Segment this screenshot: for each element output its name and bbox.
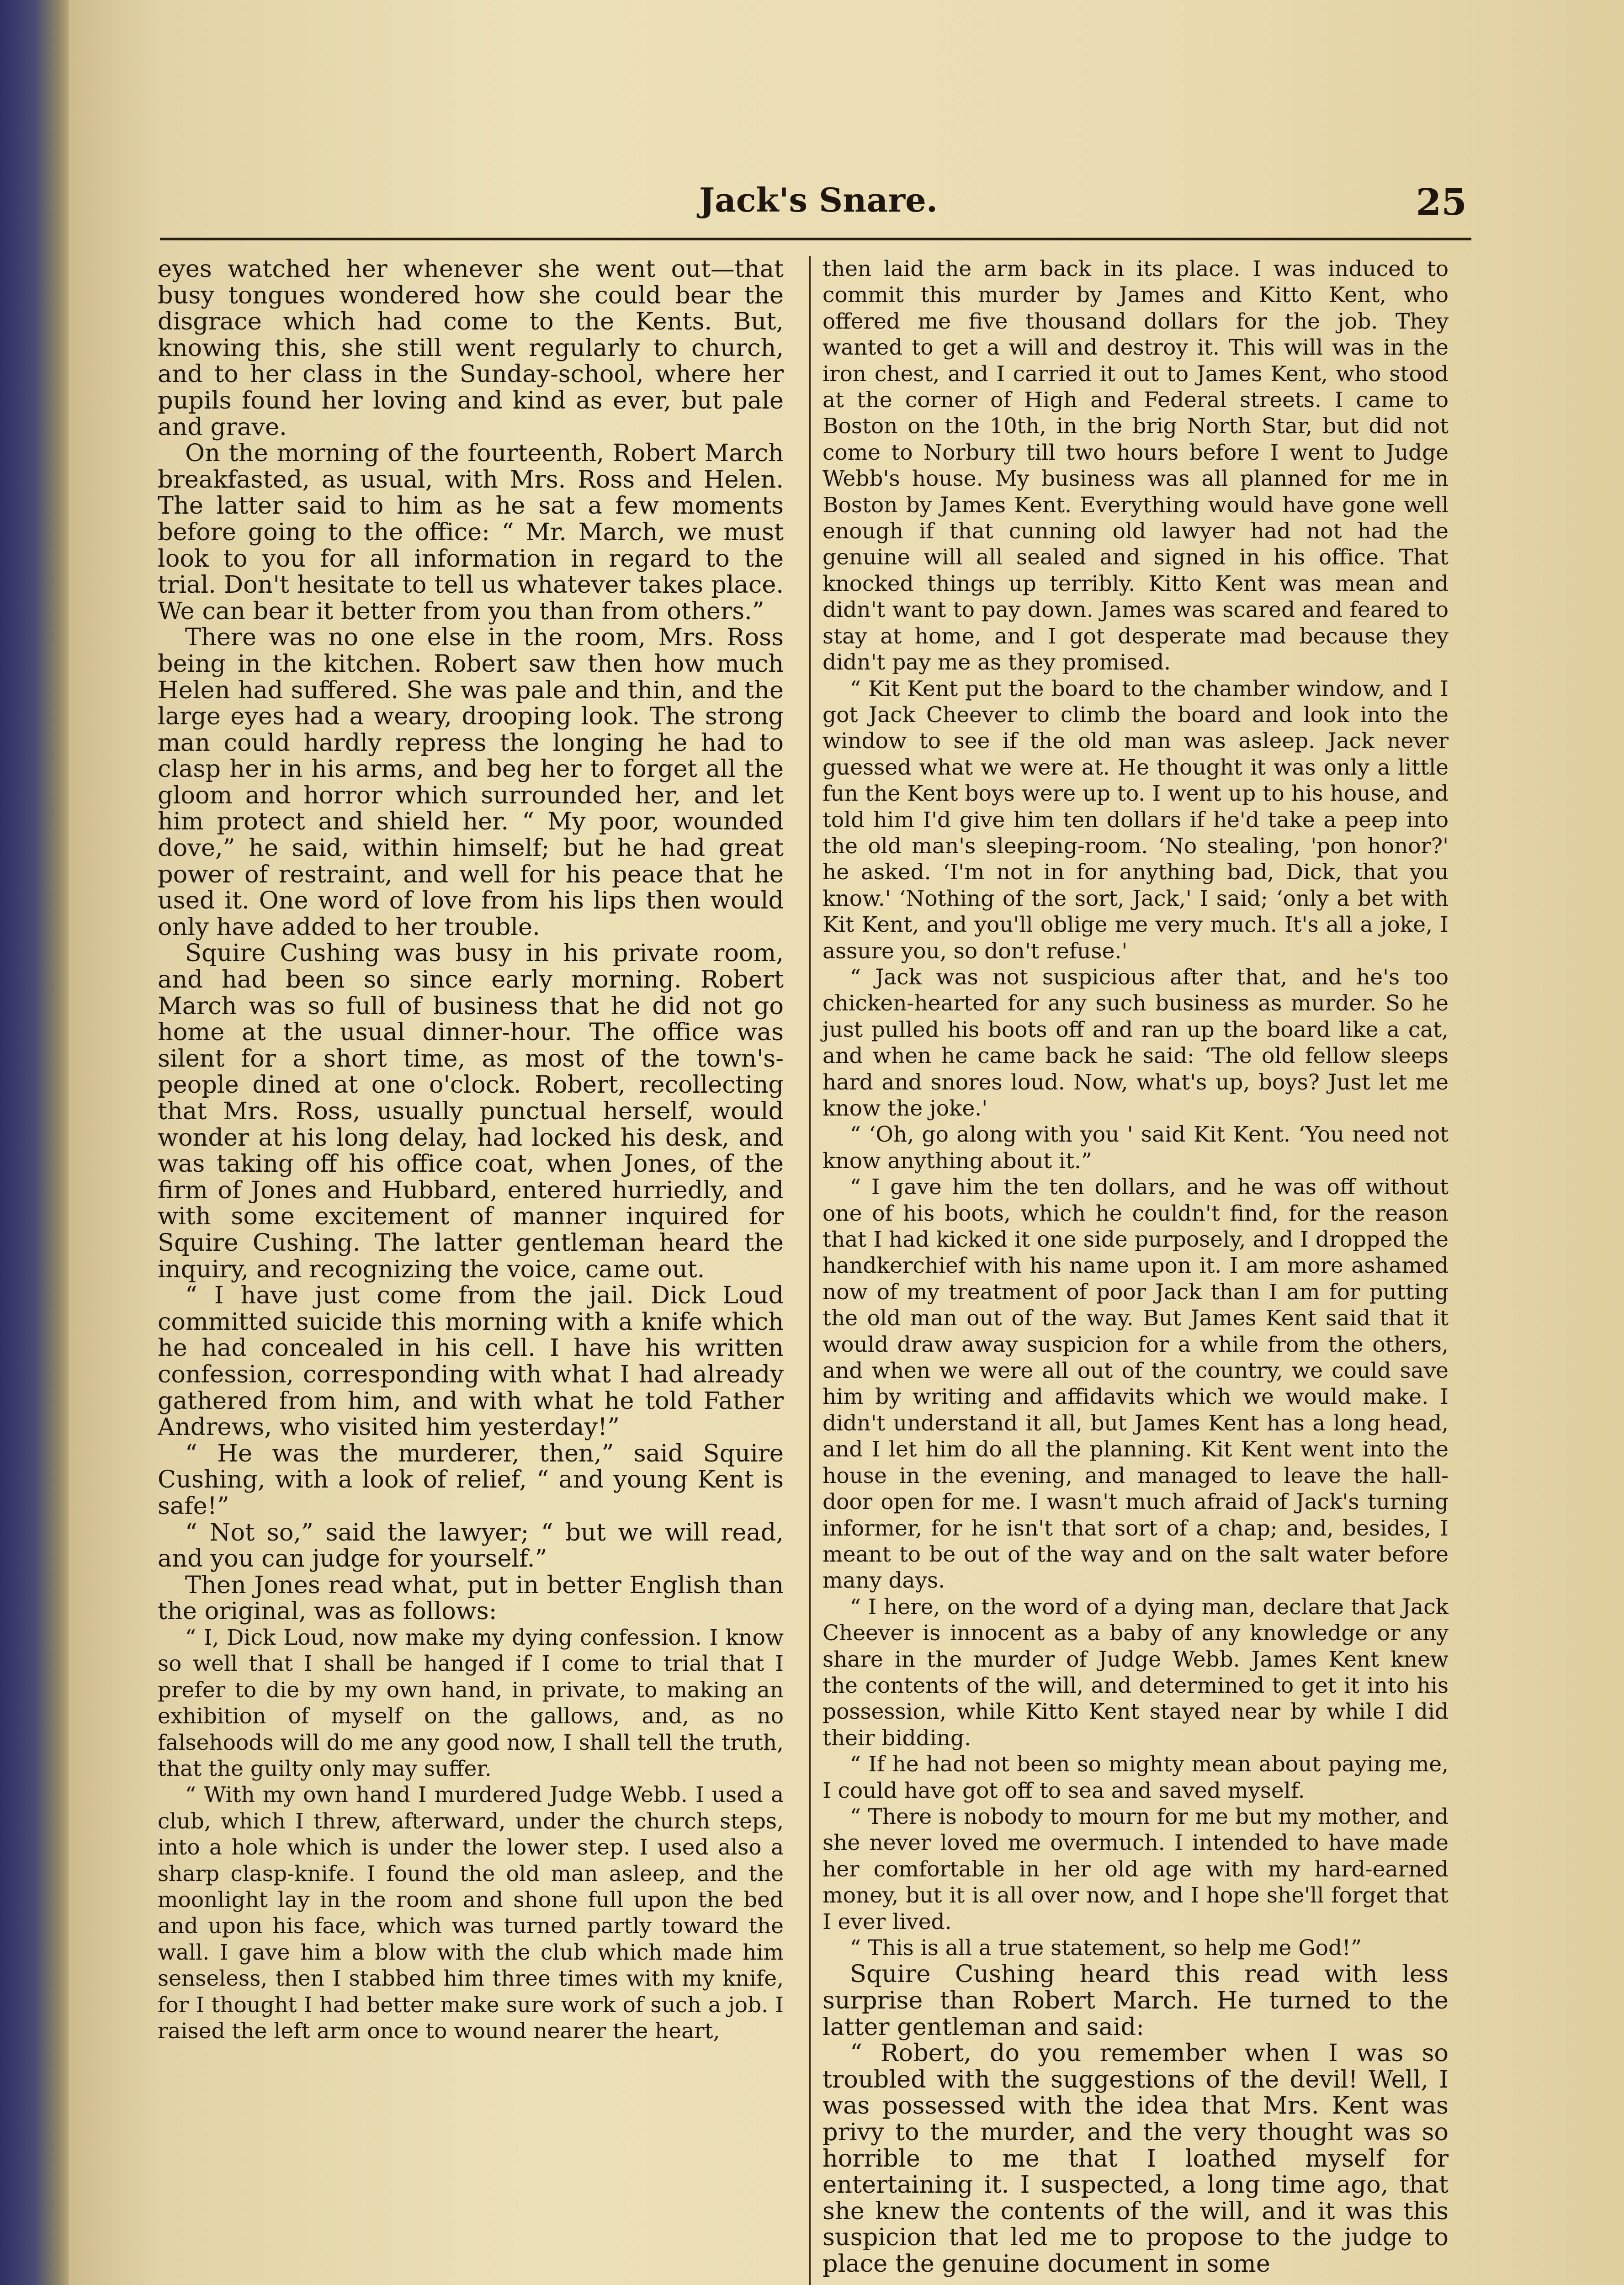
paragraph: On the morning of the fourteenth, Robert March breakfasted, as usual, with Mrs. Ross and Helen. The latter said to him as he sat a few moments before going to the office: “ Mr. March, we must look to you for all information in regard to the trial. Don't hesitate to tell us whatever takes place. We can bear it better from you than from others.” [158,439,784,625]
paragraph: Squire Cushing heard this read with less surprise than Robert March. He turned to the latter gentleman and said: [823,1960,1449,2041]
running-title: Jack's Snare. [699,181,938,219]
right-text-column [823,256,1449,2277]
confession-paragraph: “ There is nobody to mourn for me but my mother, and she never loved me overmuch. I intended to have made her comfortable in her old age with my hard-earned money, but it is all over now, and I hope she'll forget that I ever lived. [823,1804,1449,1934]
confession-paragraph: “ I gave him the ten dollars, and he was off without one of his boots, which he couldn't find, for the reason that I had kicked it one side purposely, and I dropped the handkerchief with his name upon it. I am more ashamed now of my treatment of poor Jack than I am for putting the old man out of the way. But James Kent said that it would draw away suspicion for a while from the others, and when we were all out of the country, we could save him by writing and affidavits which we would make. I didn't understand it all, but James Kent has a long head, and I let him do all the planning. Kit Kent went into the house in the evening, and managed to leave the hall-door open for me. I wasn't much afraid of Jack's turning informer, for he isn't that sort of a chap; and, besides, I meant to be out of the way and on the salt water before many days. [823,1174,1449,1594]
confession-paragraph: “ Kit Kent put the board to the chamber window, and I got Jack Cheever to climb the board and look into the window to see if the old man was asleep. Jack never guessed what we were at. He thought it was only a little fun the Kent boys were up to. I went up to his house, and told him I'd give him ten dollars if he'd take a peep into the old man's sleeping-room. ‘No stealing, 'pon honor?' he asked. ‘I'm not in for anything bad, Dick, that you know.' ‘Nothing of the sort, Jack,' I said; ‘only a bet with Kit Kent, and you'll oblige me very much. It's all a joke, I assure you, so don't refuse.' [823,676,1449,964]
confession-paragraph: “ I here, on the word of a dying man, declare that Jack Cheever is innocent as a baby of any knowledge or any share in the murder of Judge Webb. James Kent knew the contents of the will, and determined to get it into his possession, while Kitto Kent stayed near by while I did their bidding. [823,1594,1449,1751]
confession-paragraph: “ Jack was not suspicious after that, and he's too chicken-hearted for any such business as murder. So he just pulled his boots off and ran up the board like a cat, and when he came back he said: ‘The old fellow sleeps hard and snores loud. Now, what's up, boys? Just let me know the joke.' [823,964,1449,1121]
confession-paragraph: “ This is all a true statement, so help me God!” [850,1935,1362,1961]
paragraph: eyes watched her whenever she went out—that busy tongues wondered how she could bear the disgrace which had come to the Kents. But, knowing this, she still went regularly to church, and to her class in the Sunday-school, where her pupils found her loving and kind as ever, but pale and grave. [158,255,784,441]
paragraph: There was no one else in the room, Mrs. Ross being in the kitchen. Robert saw then how much Helen had suffered. She was pale and thin, and the large eyes had a weary, drooping look. The strong man could hardly repress the longing he had to clasp her in his arms, and beg her to forget all the gloom and horror which surrounded her, and let him protect and shield her. “ My poor, wounded dove,” he said, within himself; but he had great power of restraint, and well for his peace that he used it. One word of love from his lips then would only have added to her trouble. [158,623,784,941]
confession-paragraph: “ I, Dick Loud, now make my dying confession. I know so well that I shall be hanged if I come to trial that I prefer to die by my own hand, in private, to making an exhibition of myself on the gallows, and, as no falsehoods will do me any good now, I shall tell the truth, that the guilty only may suffer. [158,1625,784,1781]
column-divider [809,256,811,2285]
left-text-column [158,256,784,2044]
paragraph: “ Robert, do you remember when I was so troubled with the suggestions of the devil! Well, I was possessed with the idea that Mrs. Kent was privy to the murder, and the very thought was so horrible to me that I loathed myself for entertaining it. I suspected, a long time ago, that she knew the contents of the will, and it was this suspicion that led me to propose to the judge to place the genuine document in some [823,2039,1449,2278]
paragraph: “ Not so,” said the lawyer; “ but we will read, and you can judge for yourself.” [158,1518,784,1573]
confession-paragraph: “ ‘Oh, go along with you ' said Kit Kent. ‘You need not know anything about it.” [823,1122,1449,1174]
confession-paragraph: then laid the arm back in its place. I was induced to commit this murder by James and Kitto Kent, who offered me five thousand dollars for the job. They wanted to get a will and destroy it. This will was in the iron chest, and I carried it out to James Kent, who stood at the corner of High and Federal streets. I came to Boston on the 10th, in the brig North Star, but did not come to Norbury till two hours before I went to Judge Webb's house. My business was all planned for me in Boston by James Kent. Everything would have gone well enough if that cunning old lawyer had not had the genuine will all sealed and signed in his office. That knocked things up terribly. Kitto Kent was mean and didn't want to pay down. James was scared and feared to stay at home, and I got desperate mad because they didn't pay me as they promised. [823,256,1449,675]
confession-paragraph: “ If he had not been so mighty mean about paying me, I could have got off to sea and saved myself. [823,1752,1449,1803]
paragraph: Then Jones read what, put in better English than the original, was as follows: [158,1571,784,1626]
paragraph: “ He was the murderer, then,” said Squire Cushing, with a look of relief, “ and young Kent is safe!” [158,1439,784,1520]
page-number: 25 [1416,181,1467,223]
page-header [160,169,1471,242]
header-rule [160,238,1471,240]
paragraph: “ I have just come from the jail. Dick Loud committed suicide this morning with a knife which he had concealed in his cell. I have his written confession, corresponding with what I had already gathered from him, and with what he told Father Andrews, who visited him yesterday!” [158,1281,784,1441]
confession-paragraph: “ With my own hand I murdered Judge Webb. I used a club, which I threw, afterward, under the church steps, into a hole which is under the lower step. I used also a sharp clasp-knife. I found the old man asleep, and the moonlight lay in the room and shone full upon the bed and upon his face, which was turned partly toward the wall. I gave him a blow with the club which made him senseless, then I stabbed him three times with my knife, for I thought I had better make sure work of such a job. I raised the left arm once to wound nearer the heart, [158,1782,784,2044]
book-gutter [0,0,69,2285]
paragraph: Squire Cushing was busy in his private room, and had been so since early morning. Robert March was so full of business that he did not go home at the usual dinner-hour. The office was silent for a short time, as most of the town's-people dined at one o'clock. Robert, recollecting that Mrs. Ross, usually punctual herself, would wonder at his long delay, had locked his desk, and was taking off his office coat, when Jones, of the firm of Jones and Hubbard, entered hurriedly, and with some excitement of manner inquired for Squire Cushing. The latter gentleman heard the inquiry, and recognizing the voice, came out. [158,939,784,1283]
